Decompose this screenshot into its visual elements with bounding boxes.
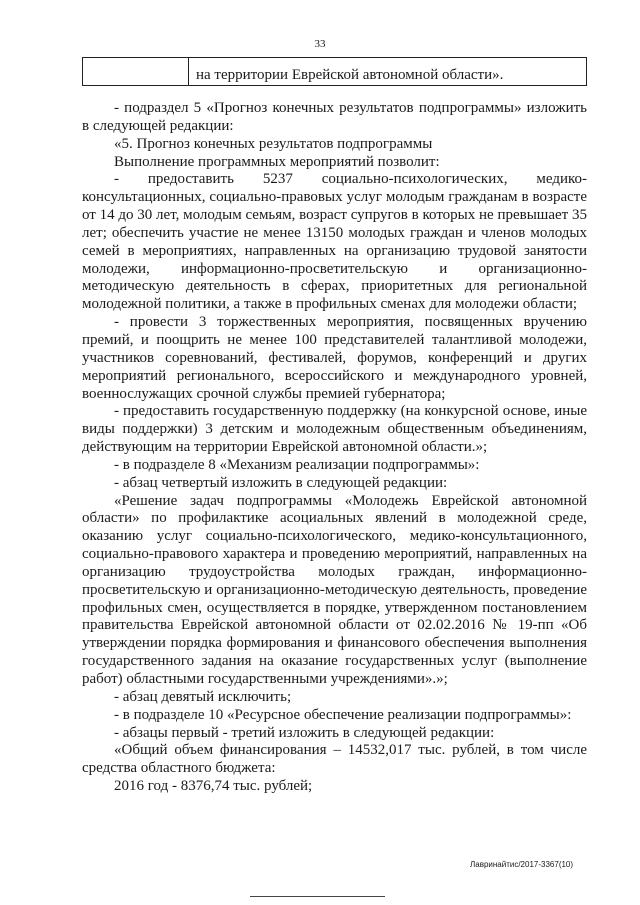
paragraph-events-awards: - провести 3 торжественных мероприятия, посвященных вручению премий, и поощрить не менее 100 представителей талантливой молодежи, участников соревнований, фестивалей, форумов, конференций и других мероприятий регионального, всероссийского и международного уровней, военнослужащих срочной службы премией губернатора; (82, 314, 587, 402)
paragraph-subsection-8: - в подразделе 8 «Механизм реализации подпрограммы»: (114, 456, 480, 473)
paragraph-year-2016: 2016 год - 8376,74 тыс. рублей; (114, 778, 313, 795)
table-fragment (82, 57, 587, 86)
paragraph-total-funding: «Общий объем финансирования – 14532,017 тыс. рублей, в том числе средства областного бюджета: (82, 742, 587, 777)
paragraph-measures-intro: Выполнение программных мероприятий позволит: (114, 153, 440, 170)
paragraph-mechanism-text: «Решение задач подпрограммы «Молодежь Еврейской автономной области» по профилактике асоциальных явлений в молодежной среде, оказанию услуг социально-психологического, медико-консультационного, социально-правового характера и проведению мероприятий, направленных на организацию трудоустройства молодых граждан, информационно-просветительскую и организационно-методическую деятельность, проведение профильных смен, осуществляется в порядке, утвержденном постановлением правительства Еврейской автономной области от 02.02.2016 № 19-пп «Об утверждении порядка формирования и финансового обеспечения выполнения государственного задания на оказание государственных услуг (выполнение работ) областными государственными учреждениями».»; (82, 492, 587, 687)
table-column-divider (188, 58, 189, 85)
paragraph-state-support: - предоставить государственную поддержку (на конкурсной основе, иные виды поддержки) 3 детским и молодежным общественным объединениям, действующим на территории Еврейской автономной области.»; (82, 403, 587, 456)
footer-rule (250, 896, 385, 897)
table-cell: на территории Еврейской автономной области». (196, 67, 504, 83)
paragraph-services: - предоставить 5237 социально-психологических, медико-консультационных, социально-правовых услуг молодым гражданам в возрасте от 14 до 30 лет, молодым семьям, возраст супругов в которых не превышает 35 лет; обеспечить участие не менее 13150 молодых граждан и членов молодых семей в мероприятиях, направленных на организацию трудовой занятости молодежи, информационно-просветительскую и организационно-методическую деятельность в сферах, приоритетных для региональной молодежной политики, а также в профильных сменах для молодежи области; (82, 171, 587, 313)
paragraph-ninth-clause: - абзац девятый исключить; (114, 688, 292, 705)
footer-code: Лавринайтис/2017-3367(10) (470, 860, 574, 869)
document-body (82, 100, 587, 796)
paragraph-clauses-1-3: - абзацы первый - третий изложить в следующей редакции: (114, 724, 495, 741)
paragraph-section-5-heading: «5. Прогноз конечных результатов подпрограммы (114, 135, 433, 152)
paragraph-subsection-5-intro: - подраздел 5 «Прогноз конечных результатов подпрограммы» изложить в следующей редакции: (82, 100, 587, 134)
paragraph-fourth-clause: - абзац четвертый изложить в следующей редакции: (114, 474, 448, 491)
paragraph-subsection-10: - в подразделе 10 «Ресурсное обеспечение реализации подпрограммы»: (114, 706, 572, 723)
page-number: 33 (314, 38, 326, 50)
